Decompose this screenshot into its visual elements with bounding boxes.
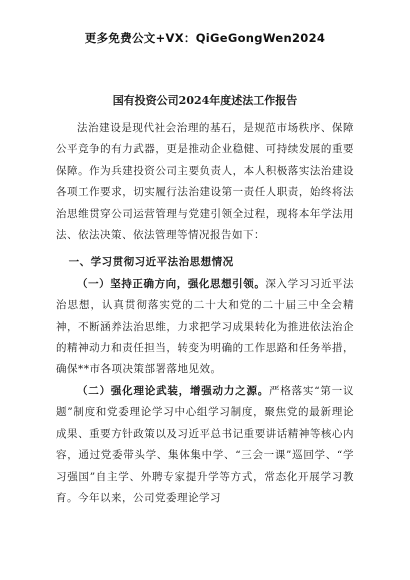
document-title: 国有投资公司2024年度述法工作报告	[112, 94, 298, 107]
intro-paragraph: 法治建设是现代社会治理的基石，是规范市场秩序、保障公平竞争的有力武器，更是推动企业稳健、可持续发展的重要保障。作为兵建投资公司主要负责人，本人积极落实法治建设各项工作要求，切实履行法治建设第一责任人职责，始终将法治思维贯穿公司运营管理与党建引领全过程，现将本年学法用法、依法决策、依法管理等情况报告如下：	[56, 122, 354, 242]
section-heading-1: 一、学习贯彻习近平法治思想情况	[68, 256, 234, 269]
paragraph-2-body: 严格落实“第一议题”制度和党委理论学习中心组学习制度，聚焦党的最新理论成果、重要方针政策以及习近平总书记重要讲话精神等核心内容，通过党委带头学、集体集中学、“三会一课”巡回学、“学习强国”自主学、外聘专家提升学等方式，常态化开展学习教育。今年以来，公司党委理论学习	[56, 384, 354, 504]
paragraph-1-lead: （一）坚持正确方向，强化思想引领。	[77, 277, 266, 290]
document-body	[56, 118, 354, 509]
paragraph-1	[56, 274, 354, 381]
paragraph-1-body: 深入学习习近平法治思想，认真贯彻落实党的二十大和党的二十届三中全会精神，不断涵养法治思维，力求把学习成果转化为推进依法治企的精神动力和责任担当，转变为明确的工作思路和任务举措，确保**市各项决策部署落地见效。	[56, 277, 355, 376]
paragraph-2	[56, 381, 354, 509]
watermark-header: 更多免费公文+VX：QiGeGongWen2024	[84, 31, 326, 45]
paragraph-2-lead: （二）强化理论武装，增强动力之源。	[77, 384, 270, 397]
